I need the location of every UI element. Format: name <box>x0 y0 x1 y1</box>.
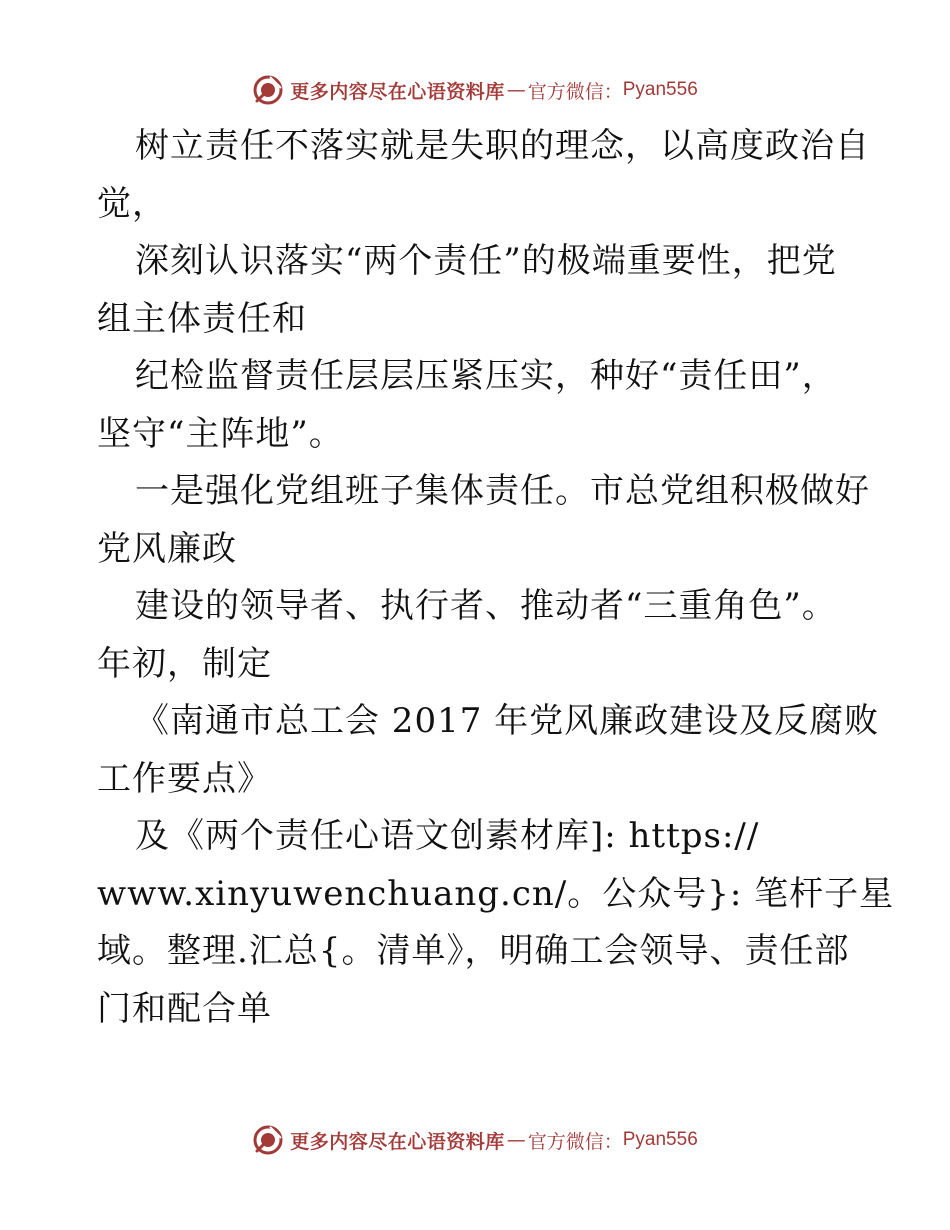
document-body <box>97 118 895 1038</box>
body-line: 深刻认识落实“两个责任”的极端重要性，把党 <box>135 241 837 281</box>
body-line: 建设的领导者、执行者、推动者“三重角色”。 <box>135 586 837 626</box>
body-line: 纪检监督责任层层压紧压实，种好“责任田”， <box>135 356 837 396</box>
body-line: 域。整理.汇总{。清单》，明确工会领导、责任部 <box>97 931 850 971</box>
footer-wechat-label: 官方微信： <box>527 1130 623 1153</box>
body-line: 党风廉政 <box>97 528 237 569</box>
body-line: 及《两个责任心语文创素材库]: https:// <box>135 816 760 856</box>
header-separator: — <box>506 79 526 101</box>
header-banner <box>0 70 950 110</box>
body-line: 一是强化党组班子集体责任。市总党组积极做好 <box>135 471 870 511</box>
pen-nib-circle-icon <box>252 1124 284 1156</box>
footer-wechat-id: Pyan556 <box>622 1129 698 1150</box>
body-line: 《南通市总工会 2017 年党风廉政建设及反腐败 <box>135 701 880 741</box>
body-line: 组主体责任和 <box>97 298 307 339</box>
body-line: 年初，制定 <box>97 643 272 684</box>
body-line: 觉， <box>97 183 167 224</box>
footer-banner <box>0 1120 950 1160</box>
body-line: 工作要点》 <box>97 758 272 799</box>
footer-separator: — <box>506 1129 526 1151</box>
footer-promo-text: 更多内容尽在心语资料库 <box>290 1130 505 1153</box>
header-wechat-id: Pyan556 <box>622 79 698 100</box>
header-wechat-label: 官方微信： <box>527 80 623 103</box>
body-line: 坚守“主阵地”。 <box>97 413 344 454</box>
body-line: 门和配合单 <box>97 988 272 1029</box>
body-line: www.xinyuwenchuang.cn/。公众号}: 笔杆子星 <box>97 873 895 914</box>
pen-nib-circle-icon <box>252 74 284 106</box>
body-line: 树立责任不落实就是失职的理念，以高度政治自 <box>135 126 870 166</box>
header-promo-text: 更多内容尽在心语资料库 <box>290 80 505 103</box>
